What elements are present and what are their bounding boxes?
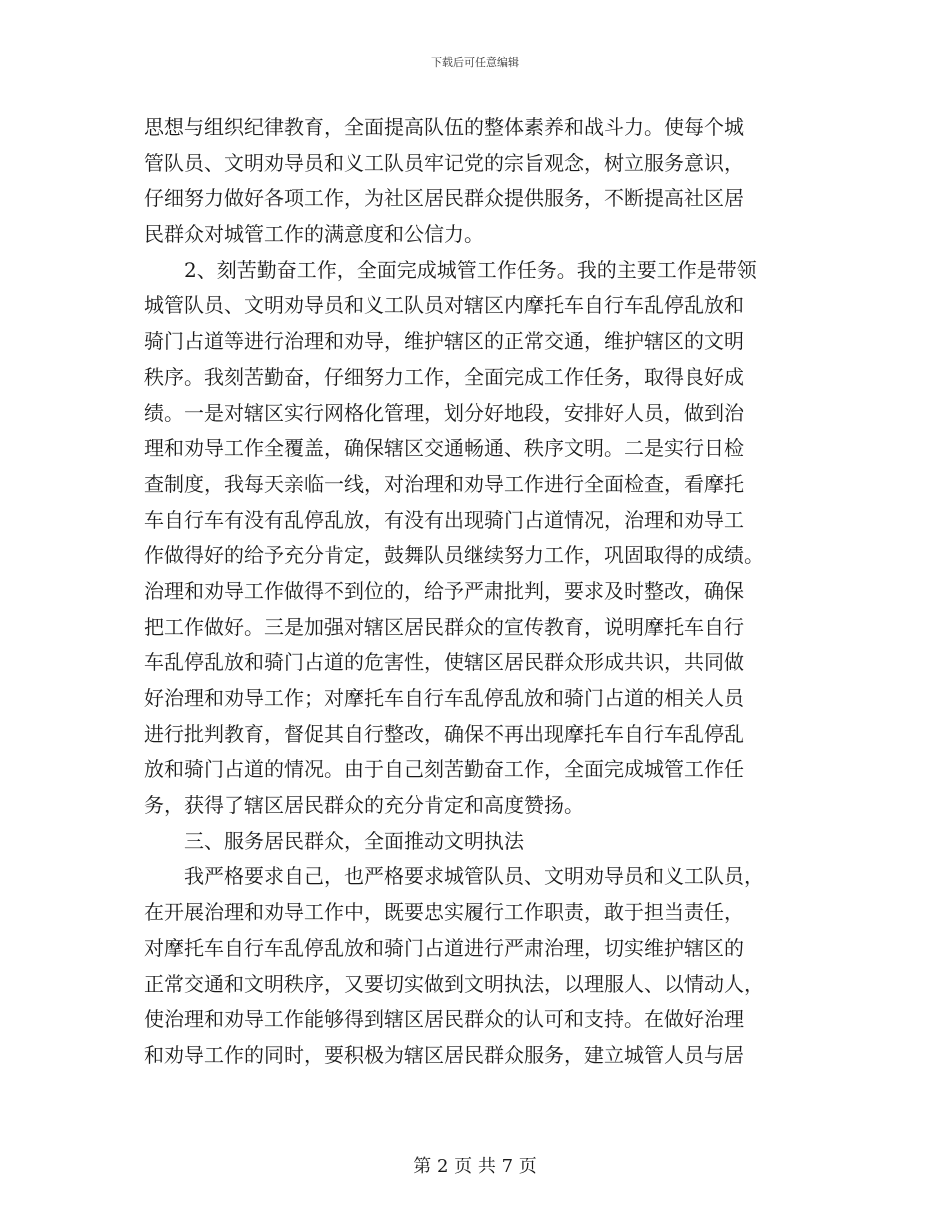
text-line: 进行批判教育，督促其自行整改，确保不再出现摩托车自行车乱停乱 <box>144 721 744 746</box>
text-line: 正常交通和文明秩序，又要切实做到文明执法，以理服人、以情动人， <box>144 971 764 996</box>
text-line: 管队员、文明劝导员和义工队员牢记党的宗旨观念，树立服务意识， <box>144 150 744 175</box>
text-line: 秩序。我刻苦勤奋，仔细努力工作，全面完成工作任务，取得良好成 <box>144 364 744 389</box>
text-line: 我严格要求自己，也严格要求城管队员、文明劝导员和义工队员， <box>184 864 764 889</box>
text-line: 仔细努力做好各项工作，为社区居民群众提供服务，不断提高社区居 <box>144 186 744 211</box>
text-line: 车自行车有没有乱停乱放，有没有出现骑门占道情况，治理和劝导工 <box>144 507 744 532</box>
text-line: 好治理和劝导工作；对摩托车自行车乱停乱放和骑门占道的相关人员 <box>144 686 744 710</box>
text-line: 作做得好的给予充分肯定，鼓舞队员继续努力工作，巩固取得的成绩。 <box>144 543 764 568</box>
text-line: 把工作做好。三是加强对辖区居民群众的宣传教育，说明摩托车自行 <box>144 614 744 639</box>
text-line: 对摩托车自行车乱停乱放和骑门占道进行严肃治理，切实维护辖区的 <box>144 935 744 960</box>
text-line: 2、刻苦勤奋工作，全面完成城管工作任务。我的主要工作是带领 <box>184 257 757 282</box>
text-line: 使治理和劝导工作能够得到辖区居民群众的认可和支持。在做好治理 <box>144 1007 744 1032</box>
text-line: 在开展治理和劝导工作中，既要忠实履行工作职责，敢于担当责任， <box>144 900 744 925</box>
text-line: 骑门占道等进行治理和劝导，维护辖区的正常交通，维护辖区的文明 <box>144 329 744 354</box>
document-body <box>144 110 814 1074</box>
text-line: 绩。一是对辖区实行网格化管理，划分好地段，安排好人员，做到治 <box>144 400 744 425</box>
text-line: 和劝导工作的同时，要积极为辖区居民群众服务，建立城管人员与居 <box>144 1042 744 1067</box>
text-line: 理和劝导工作全覆盖，确保辖区交通畅通、秩序文明。二是实行日检 <box>144 436 744 461</box>
page-header: 下载后可任意编辑 <box>431 56 519 69</box>
text-line: 民群众对城管工作的满意度和公信力。 <box>144 222 484 247</box>
text-line: 三、服务居民群众，全面推动文明执法 <box>184 828 524 853</box>
page-footer: 第 2 页 共 7 页 <box>413 1156 537 1177</box>
text-line: 务，获得了辖区居民群众的充分肯定和高度赞扬。 <box>144 793 584 818</box>
text-line: 放和骑门占道的情况。由于自己刻苦勤奋工作，全面完成城管工作任 <box>144 757 744 782</box>
text-line: 治理和劝导工作做得不到位的，给予严肃批判，要求及时整改，确保 <box>144 578 744 603</box>
text-line: 车乱停乱放和骑门占道的危害性，使辖区居民群众形成共识，共同做 <box>144 650 744 675</box>
text-line: 查制度，我每天亲临一线，对治理和劝导工作进行全面检查，看摩托 <box>144 471 744 496</box>
text-line: 城管队员、文明劝导员和义工队员对辖区内摩托车自行车乱停乱放和 <box>144 293 744 318</box>
text-line: 思想与组织纪律教育，全面提高队伍的整体素养和战斗力。使每个城 <box>144 115 744 139</box>
